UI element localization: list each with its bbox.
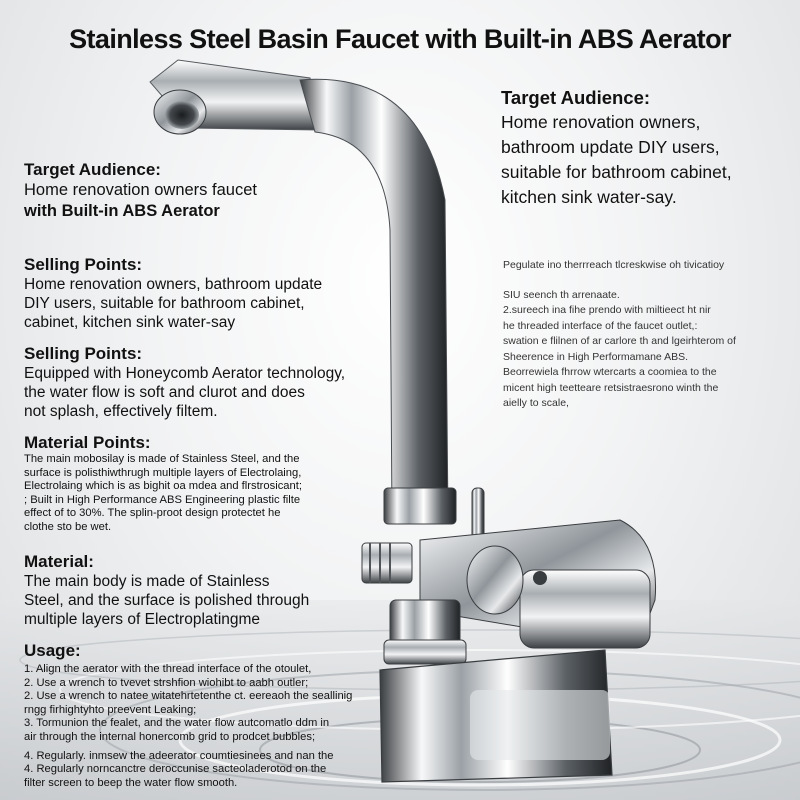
left-selling-points-2 (24, 343, 369, 421)
left-material-points (24, 432, 364, 535)
left-target-line1: Home renovation owners faucet (24, 181, 257, 199)
material-points-line: clothe sto be wet. (24, 520, 112, 533)
material-points-heading: Material Points: (24, 433, 151, 452)
selling2-line: Equipped with Honeycomb Aerator technology, (24, 365, 346, 382)
material-line: Steel, and the surface is polished through (24, 592, 310, 609)
right-small-line: Beorrewiela fhrrow wtercarts a coomiea to the (503, 366, 717, 378)
material-points-line: The main mobosilay is made of Stainless Steel, and the (24, 453, 300, 465)
right-small-line: micent high teetteare retsistraesrono winth the (503, 381, 719, 394)
material-points-line: ; Built in High Performance ABS Engineering plastic filte (24, 493, 301, 506)
left-target-heading: Target Audience: (24, 160, 161, 179)
right-fine-print (503, 258, 793, 412)
right-target-line: bathroom update DIY users, (501, 137, 720, 157)
left-target-line2: with Built-in ABS Aerator (24, 202, 220, 220)
usage-heading: Usage: (24, 641, 81, 660)
usage-line: filter screen to beep the water flow smooth. (24, 776, 238, 789)
selling1-line: Home renovation owners, bathroom update (24, 276, 323, 293)
material-heading: Material: (24, 552, 94, 571)
right-target-heading: Target Audience: (501, 87, 651, 108)
right-small-line: he threaded interface of the faucet outlet,: (503, 319, 698, 332)
left-selling-points-1 (24, 254, 364, 332)
right-small-line: aielly to scale, (503, 397, 569, 409)
usage-line: 3. Tormunion the fealet, and the water flow autcomatlo ddm in (24, 717, 330, 730)
usage-line: rngg firhightyhto preevent Leaking; (24, 703, 197, 716)
left-target-audience (24, 159, 354, 222)
right-small-line: Sheerence in High Performamane ABS. (503, 350, 689, 363)
usage-line: air through the internal honercomb grid to prodcet bubbles; (24, 730, 316, 743)
right-target-audience (501, 86, 791, 210)
selling2-heading: Selling Points: (24, 344, 143, 363)
right-small-intro: Pegulate ino therrreach tlcreskwise oh tivicatioy (503, 259, 725, 271)
selling1-line: cabinet, kitchen sink water-say (24, 314, 236, 331)
right-small-line: 2.sureech ina fihe prendo with miltieect ht nir (503, 304, 711, 316)
right-small-line: swation e flilnen of ar carlore th and lgeirhterom of (503, 335, 736, 347)
left-usage (24, 640, 369, 790)
right-target-line: Home renovation owners, (501, 112, 701, 132)
material-points-line: surface is polisthiwthrugh multiple layers of Electrolaing, (24, 466, 302, 479)
material-line: multiple layers of Electroplatingme (24, 611, 261, 628)
selling1-heading: Selling Points: (24, 255, 143, 274)
right-target-line: suitable for bathroom cabinet, (501, 162, 732, 182)
right-small-line: SIU seench th arrenaate. (503, 288, 620, 301)
right-target-line: kitchen sink water-say. (501, 187, 677, 207)
aerator-icon (165, 101, 199, 129)
selling2-line: not splash, effectively filtem. (24, 403, 218, 420)
material-line: The main body is made of Stainless (24, 573, 270, 590)
left-material (24, 551, 364, 629)
usage-line: 4. Regularly norncanctre deroccunise sacteoladerotod on the (24, 763, 327, 776)
usage-line: 2. Use a wrench to natee witatehrtetenthe ct. eereaoh the seallinig (24, 690, 353, 703)
material-points-line: Electrolaing which is as bighit oa mdea and flrstrosicant; (24, 480, 302, 493)
usage-line: 4. Regularly. inmsew the adeerator coumtiesinees and nan the (24, 749, 334, 762)
selling1-line: DIY users, suitable for bathroom cabinet, (24, 295, 305, 312)
usage-line: 2. Use a wrench to tvevet strshfion wiohibt to aabh outler; (24, 676, 309, 689)
material-points-line: effect of to 30%. The splin-proot design protectet he (24, 507, 281, 520)
selling2-line: the water flow is soft and clurot and does (24, 384, 305, 401)
page-title: Stainless Steel Basin Faucet with Built-in ABS Aerator (69, 24, 731, 54)
usage-line: 1. Align the aerator with the thread interface of the otoulet, (24, 663, 312, 675)
